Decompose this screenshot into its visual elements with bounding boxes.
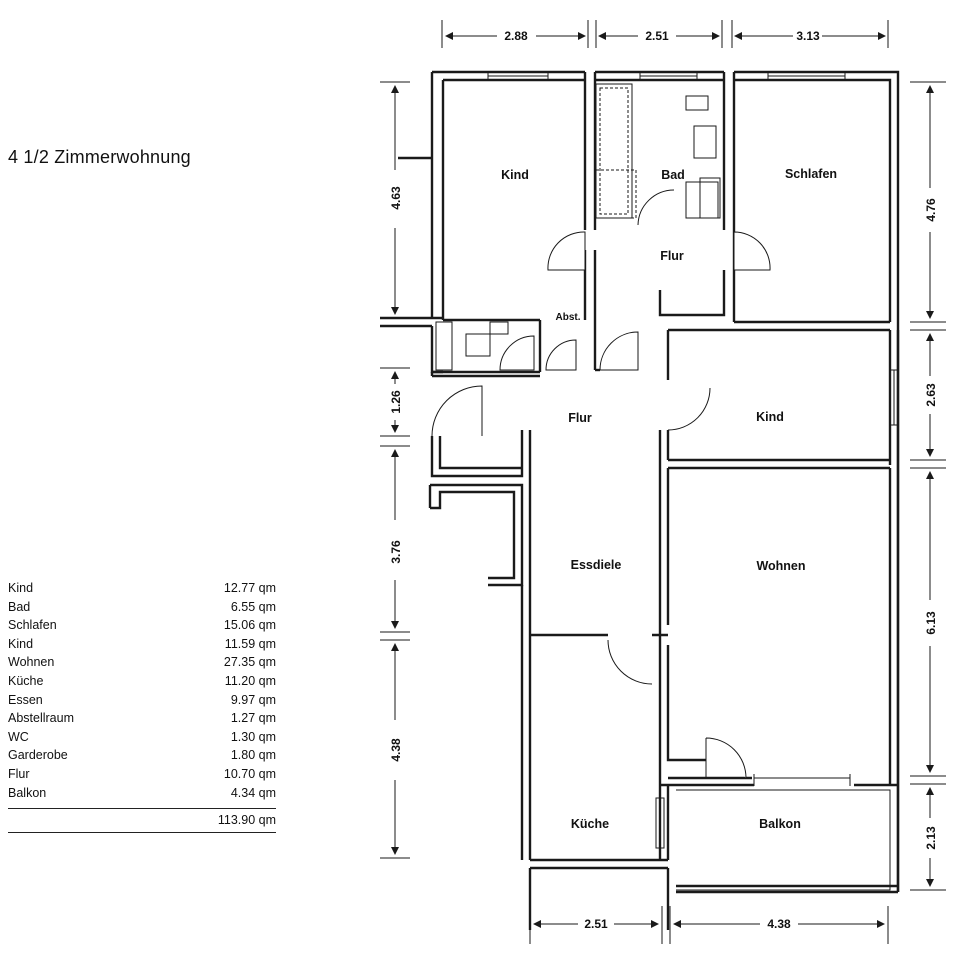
room-abstellraum: Abst. [555, 312, 581, 323]
dim-bottom-1: 2.51 [584, 917, 608, 931]
area-room-name: Balkon [8, 785, 47, 800]
area-room-name: Schlafen [8, 618, 57, 633]
area-room-value: 10.70 qm [223, 766, 276, 781]
area-room-name: Garderobe [8, 748, 68, 763]
area-room-name: Kind [8, 581, 34, 595]
room-kueche: Küche [570, 817, 610, 831]
area-room-value: 1.27 qm [230, 711, 276, 726]
dim-left-4: 4.38 [389, 738, 403, 762]
area-room-value: 9.97 qm [230, 692, 276, 707]
area-room-value: 12.77 qm [223, 581, 276, 595]
area-room-value: 15.06 qm [223, 618, 276, 633]
area-room-name: Essen [8, 692, 43, 707]
dim-right-3: 6.13 [924, 611, 938, 635]
dimensions-left [380, 82, 410, 858]
dim-top-1: 2.88 [504, 29, 528, 43]
dim-right-4: 2.13 [924, 826, 938, 850]
dim-right-2: 2.63 [924, 383, 938, 407]
area-room-name: Abstellraum [8, 711, 74, 726]
dim-top-3: 3.13 [796, 29, 820, 43]
fixtures [436, 84, 720, 370]
area-room-value: 11.20 qm [224, 673, 276, 688]
area-room-name: WC [8, 729, 29, 744]
area-room-value: 4.34 qm [230, 785, 276, 800]
room-kind-2: Kind [756, 410, 784, 424]
dim-left-1: 4.63 [389, 186, 403, 210]
dimensions-right [910, 82, 946, 890]
room-schlafen: Schlafen [784, 167, 838, 181]
dim-left-3: 3.76 [389, 540, 403, 564]
dimensions-top [442, 20, 888, 48]
room-flur-upper: Flur [660, 249, 684, 263]
total-value: 113.90 qm [217, 813, 276, 828]
dim-top-2: 2.51 [645, 29, 669, 43]
area-room-name: Küche [8, 673, 44, 688]
dim-right-1: 4.76 [924, 198, 938, 222]
dim-left-2: 1.26 [389, 390, 403, 414]
room-flur: Flur [568, 411, 592, 425]
area-room-name: Flur [8, 766, 30, 781]
area-room-value: 11.59 qm [224, 636, 276, 651]
area-room-value: 1.80 qm [230, 748, 276, 763]
dim-bottom-2: 4.38 [767, 917, 791, 931]
room-balkon: Balkon [759, 817, 801, 831]
room-bad: Bad [661, 168, 685, 182]
area-room-value: 6.55 qm [230, 599, 276, 614]
area-room-name: Wohnen [8, 655, 55, 670]
plan-title: 4 1/2 Zimmerwohnung [8, 147, 191, 167]
room-wohnen: Wohnen [756, 559, 806, 573]
room-kind-1: Kind [501, 168, 529, 182]
area-room-value: 27.35 qm [223, 655, 276, 670]
area-room-name: Kind [8, 636, 34, 651]
area-room-value: 1.30 qm [230, 729, 276, 744]
dimensions-bottom [530, 906, 888, 944]
room-essdiele: Essdiele [570, 558, 622, 572]
walls [380, 72, 898, 930]
area-room-name: Bad [8, 599, 31, 614]
